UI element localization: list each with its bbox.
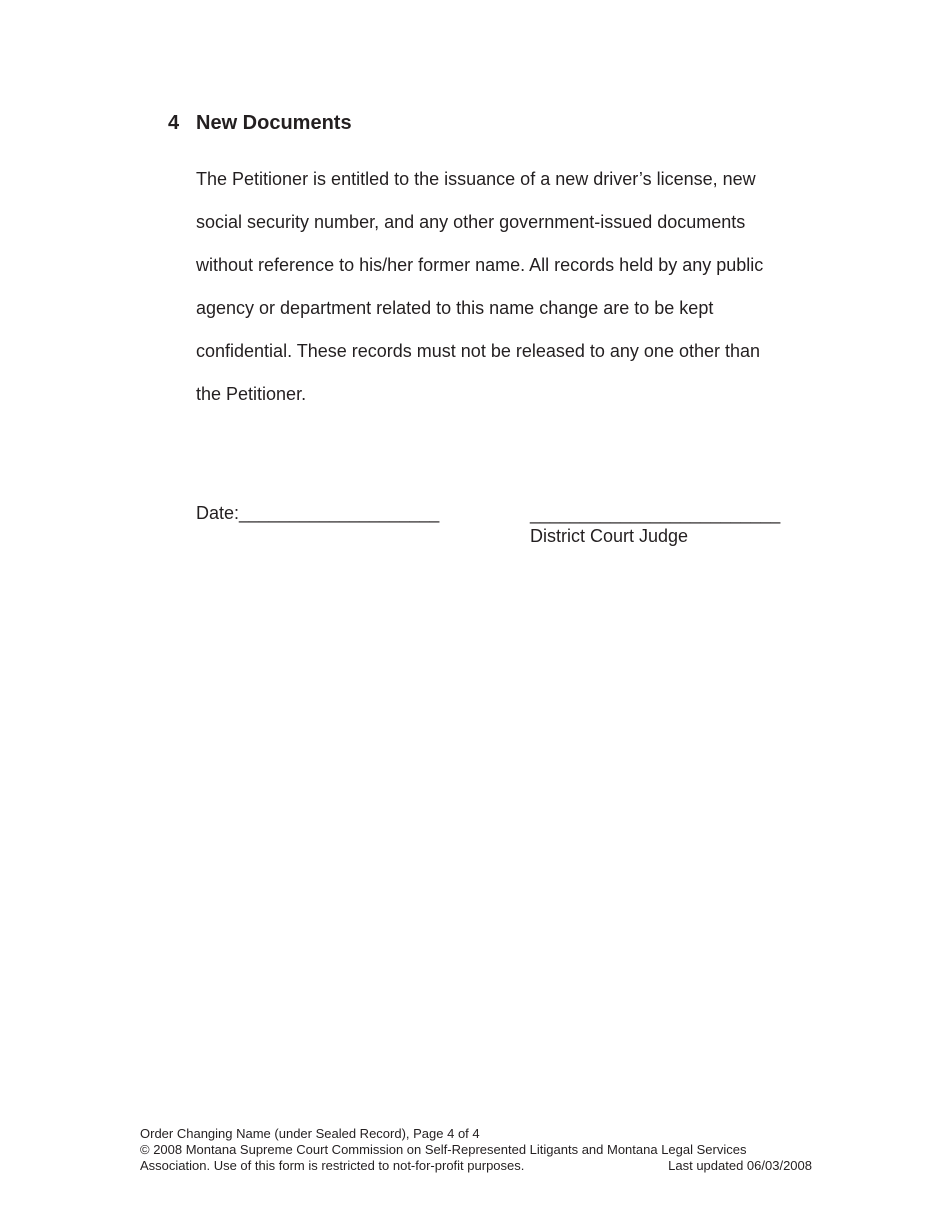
footer-title: Order Changing Name (under Sealed Record), Page 4 of 4 [140,1126,480,1141]
section-paragraph [196,158,816,416]
footer-copyright: © 2008 Montana Supreme Court Commission on Self-Represented Litigants and Montana Legal Services [140,1142,747,1157]
date-field: Date:____________________ [196,503,440,523]
signature-label: District Court Judge [530,526,689,546]
section-title: New Documents [196,112,352,134]
paragraph-line: social security number, and any other government-issued documents [196,212,746,232]
paragraph-line: agency or department related to this name change are to be kept [196,298,714,318]
signature-line: _________________________ [530,504,781,524]
section-number: 4 [168,112,180,134]
section-heading [168,112,352,135]
page-footer [140,1126,812,1174]
footer-last-row [140,1158,812,1174]
paragraph-line: without reference to his/her former name. All records held by any public [196,255,764,275]
footer-last-updated: Last updated 06/03/2008 [668,1158,812,1173]
paragraph-line: the Petitioner. [196,384,307,404]
paragraph-line: The Petitioner is entitled to the issuance of a new driver’s license, new [196,169,756,189]
paragraph-line: confidential. These records must not be released to any one other than [196,341,761,361]
footer-usage-notice: Association. Use of this form is restricted to not-for-profit purposes. [140,1158,525,1173]
judge-signature-block [530,503,780,547]
